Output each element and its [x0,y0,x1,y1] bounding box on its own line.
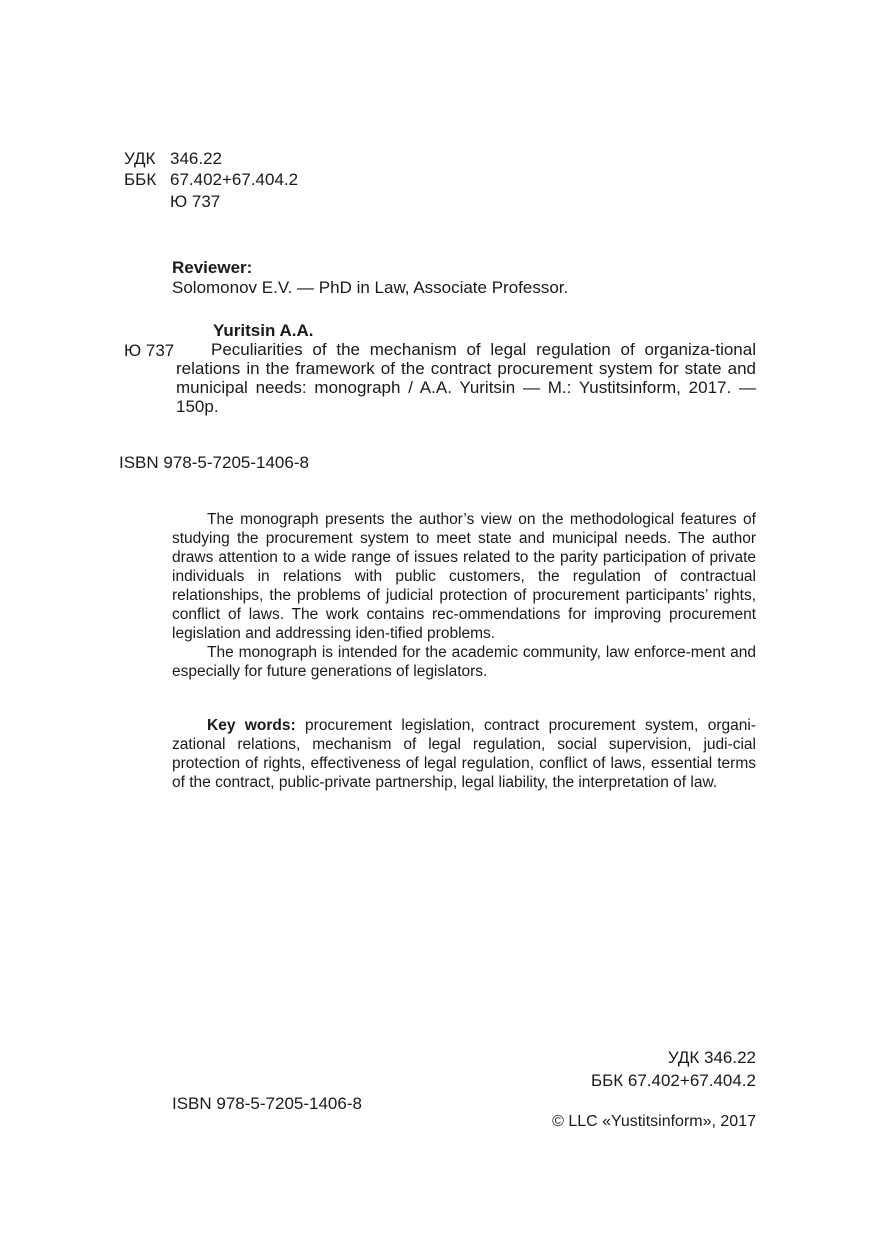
udk-label: УДК [124,149,156,168]
footer-isbn: ISBN 978-5-7205-1406-8 [172,1094,362,1113]
udk-value: 346.22 [170,149,222,168]
footer-bbk: ББК 67.402+67.404.2 [590,1071,756,1090]
isbn-top: ISBN 978-5-7205-1406-8 [119,453,309,472]
bib-description-text: Peculiarities of the mechanism of legal regulation of organiza-tional relations in the framework of the contract procurement system for state and municipal needs: monograph / A.A. Yuritsin — M.: Yustitsinform, 2017. — 150p. [176,340,756,416]
reviewer-text: Solomonov E.V. — PhD in Law, Associate Professor. [172,278,569,297]
footer-copyright: © LLC «Yustitsinform», 2017 [552,1113,756,1130]
udk-line [124,148,222,169]
abstract-paragraph-1: The monograph presents the author’s view on the methodological features of studying the procurement system to meet state and municipal needs. The author draws attention to a wide range of issues related to the parity participation of private individuals in relations with public customers, the regulation of contractual relationships, the problems of judicial protection of procurement participants’ rights, conflict of laws. The work contains rec-ommendations for improving procurement legislation and addressing iden-tified problems. [172,511,756,642]
bbk-line [124,169,298,190]
author-mark-header: Ю 737 [170,192,221,211]
bib-author: Yuritsin A.A. [213,321,314,340]
keywords-block [172,716,756,792]
keywords-label: Key words: [207,717,296,734]
abstract [172,510,756,681]
bib-description [176,340,756,416]
footer-udk: УДК 346.22 [667,1048,756,1067]
abstract-paragraph-2: The monograph is intended for the academic community, law enforce-ment and especially for future generations of legislators. [172,644,756,680]
bbk-value: 67.402+67.404.2 [170,170,299,189]
bbk-label: ББК [124,170,157,189]
reviewer-heading: Reviewer: [172,258,253,277]
bib-author-mark: Ю 737 [124,341,175,360]
keywords-text: procurement legislation, contract procurement system, organi-zational relations, mechanism of legal regulation, social supervision, judi-cial protection of rights, effectiveness of legal regulation, conflict of laws, essential terms of the contract, public-private partnership, legal liability, the interpretation of law. [172,717,756,791]
